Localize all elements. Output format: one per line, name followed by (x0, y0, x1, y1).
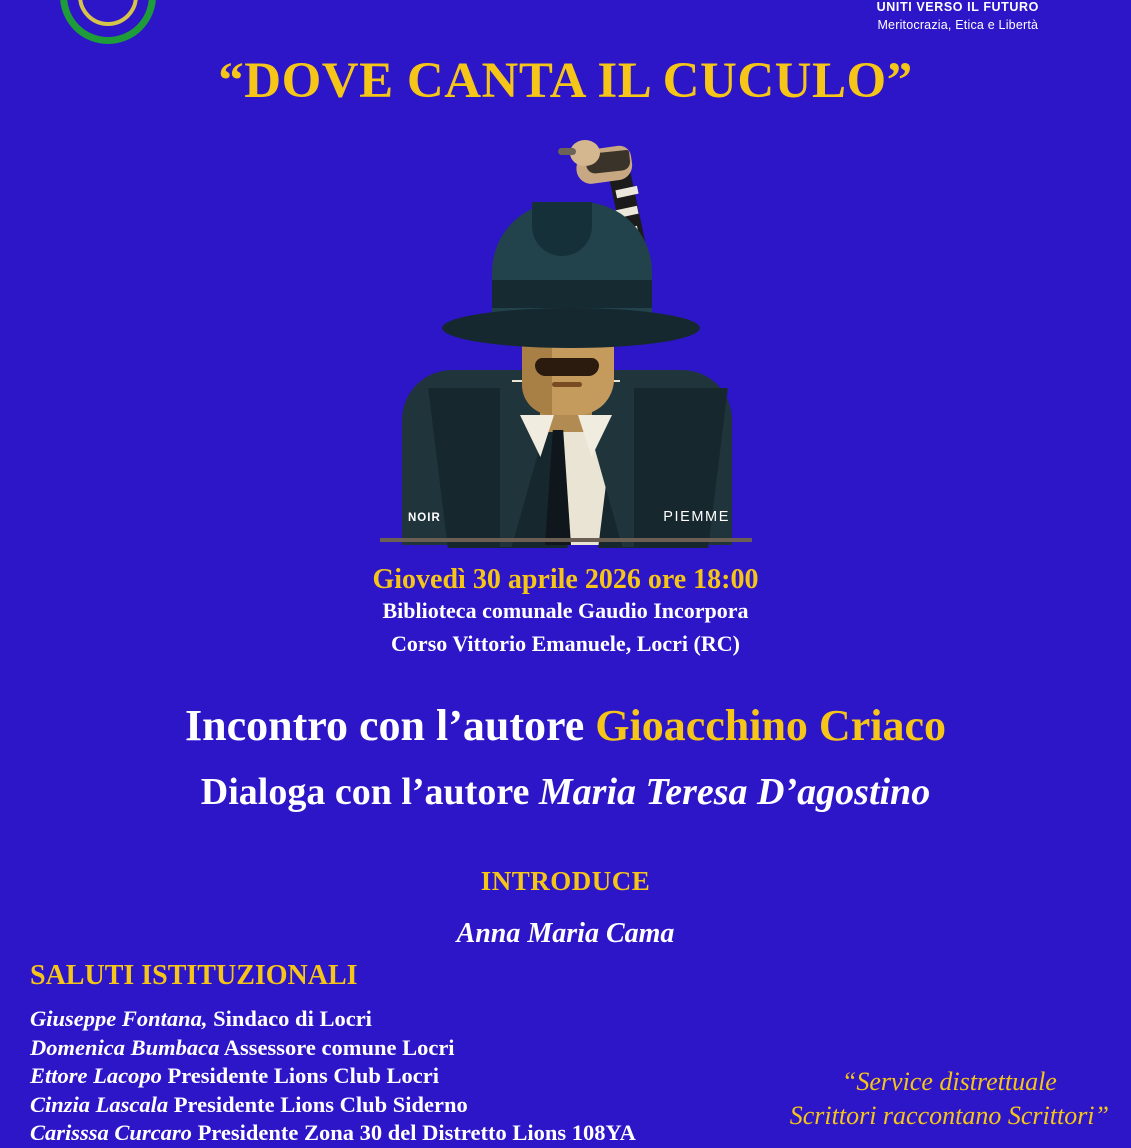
introduce-name: Anna Maria Cama (456, 918, 675, 949)
introduce-label: INTRODUCE (480, 866, 651, 896)
hat-brim (442, 308, 700, 348)
greeting-person-role: Presidente Lions Club Locri (161, 1063, 439, 1089)
dialog-line (0, 770, 1131, 814)
moustache-shape (535, 358, 599, 376)
author-name: Gioacchino Criaco (595, 701, 946, 750)
greeting-person-role: Presidente Lions Club Siderno (168, 1091, 468, 1117)
greeting-person-name: Domenica Bumbaca (30, 1034, 220, 1060)
district-motto-block (877, 0, 1039, 33)
list-item (30, 1005, 636, 1034)
book-title: “DOVE CANTA IL CUCULO” (218, 53, 913, 109)
cover-imprint-piemme: PIEMME (663, 509, 730, 525)
greeting-person-name: Cinzia Lascala (30, 1091, 169, 1117)
greeting-person-name: Carisssa Curcaro (30, 1120, 192, 1146)
service-note (790, 1065, 1109, 1133)
district-motto-line2: Meritocrazia, Etica e Libertà (877, 17, 1039, 32)
list-item (30, 1034, 636, 1063)
list-item (30, 1091, 636, 1120)
event-venue: Biblioteca comunale Gaudio Incorpora (382, 598, 749, 623)
dialog-prefix: Dialoga con l’autore (200, 771, 539, 813)
greeting-person-role: Assessore comune Locri (219, 1034, 455, 1060)
district-motto-line1: UNITI VERSO IL FUTURO (876, 0, 1039, 14)
greetings-title: SALUTI ISTITUZIONALI (30, 960, 358, 991)
cover-art (380, 130, 752, 542)
event-date: Giovedì 30 aprile 2026 ore 18:00 (372, 564, 759, 595)
meeting-line (0, 700, 1131, 751)
greeting-person-name: Giuseppe Fontana, (30, 1006, 208, 1031)
bird-beak-icon (558, 148, 576, 155)
service-note-line2: Scrittori raccontano Scrittori” (789, 1101, 1109, 1130)
greeting-person-name: Ettore Lacopo (30, 1063, 162, 1089)
hat-band (492, 280, 652, 308)
greetings-list (30, 1005, 636, 1148)
greeting-person-role: Sindaco di Locri (207, 1006, 372, 1031)
cover-baseline (380, 538, 752, 542)
event-address: Corso Vittorio Emanuele, Locri (RC) (391, 631, 740, 656)
mouth-shape (552, 382, 582, 387)
meeting-prefix: Incontro con l’autore (185, 701, 596, 750)
cover-imprint-noir: NOIR (408, 512, 441, 524)
lions-club-emblem-icon (60, 0, 156, 44)
list-item (30, 1119, 636, 1148)
service-note-line1: “Service distrettuale (841, 1067, 1057, 1096)
interlocutor-name: Maria Teresa D’agostino (538, 771, 931, 813)
list-item (30, 1062, 636, 1091)
book-cover-illustration (380, 130, 752, 542)
greeting-person-role: Presidente Zona 30 del Distretto Lions 108YA (191, 1120, 636, 1146)
